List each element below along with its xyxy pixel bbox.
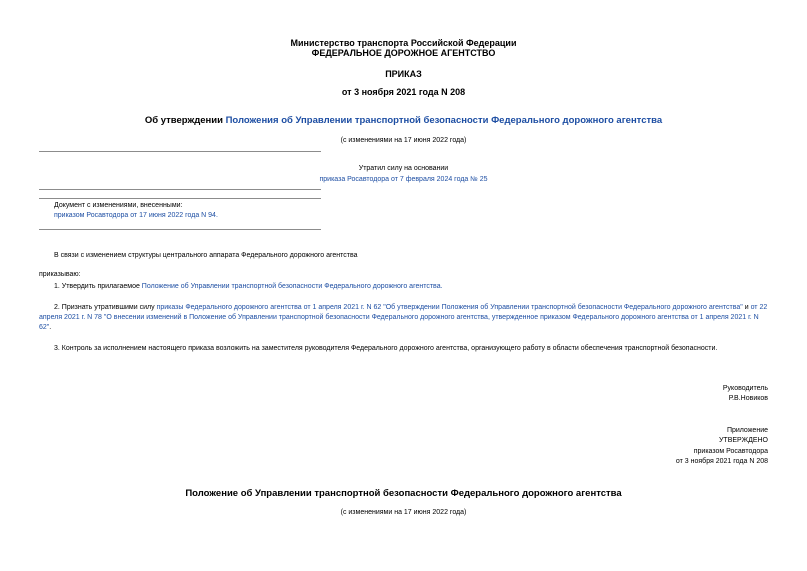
regulation-changes-note: (с изменениями на 17 июня 2022 года)	[340, 509, 467, 516]
order-78-link[interactable]: от 22 апреля 2021 г. N 78 "О внесении изменений в Положение об Управлении транспортной безопасности Федерального дорожного агентства, утвержденное приказом Федерального дорожного агентства от 1 апреля 2021 г. N 62"	[39, 304, 768, 331]
agency-name: ФЕДЕРАЛЬНОЕ ДОРОЖНОЕ АГЕНТСТВО	[311, 48, 496, 58]
ministry-name: Министерство транспорта Российской Федерации	[290, 38, 517, 48]
paragraph-1	[54, 282, 443, 292]
appendix-date: от 3 ноября 2021 года N 208	[675, 458, 768, 465]
order-62-link[interactable]: приказы Федерального дорожного агентства от 1 апреля 2021 г. N 62 "Об утверждении Положения об Управлении транспортной безопасности Федерального дорожного агентства"	[156, 304, 743, 311]
paragraph-2-text: 2. Признать утратившими силу	[54, 304, 157, 311]
paragraph-3: 3. Контроль за исполнением настоящего приказа возложить на заместителя руководителя Федерального дорожного агентства, организующего работу в области обеспечения транспортной безопасности.	[54, 345, 718, 352]
document-type: ПРИКАЗ	[385, 69, 422, 79]
appendix-by-order: приказом Росавтодора	[693, 448, 768, 455]
paragraph-2-end: .	[49, 324, 52, 331]
divider	[39, 189, 321, 190]
intro-paragraph: В связи с изменением структуры центрального аппарата Федерального дорожного агентства	[54, 252, 358, 259]
paragraph-2	[39, 303, 772, 333]
title-prefix: Об утверждении	[144, 115, 226, 126]
appendix-approved: УТВЕРЖДЕНО	[718, 437, 768, 444]
document-date-number: от 3 ноября 2021 года N 208	[341, 87, 466, 97]
paragraph-1-text: 1. Утвердить прилагаемое	[54, 283, 142, 290]
divider	[39, 151, 321, 152]
document-title	[0, 115, 807, 127]
order-word: приказываю:	[39, 271, 81, 278]
paragraph-2-conjunction: и	[742, 304, 751, 311]
amended-by-label: Документ с изменениями, внесенными:	[54, 202, 183, 209]
signature-position: Руководитель	[722, 385, 768, 392]
title-regulation-link[interactable]: Положения об Управлении транспортной безопасности Федерального дорожного агентства	[225, 115, 663, 126]
regulation-link[interactable]: Положение об Управлении транспортной безопасности Федерального дорожного агентства.	[141, 283, 443, 290]
lost-force-label: Утратил силу на основании	[358, 165, 449, 172]
amended-by-link[interactable]: приказом Росавтодора от 17 июня 2022 года N 94.	[54, 212, 218, 219]
regulation-title: Положение об Управлении транспортной безопасности Федерального дорожного агентства	[185, 488, 622, 499]
title-changes-note: (с изменениями на 17 июня 2022 года)	[340, 137, 467, 144]
divider	[39, 229, 321, 230]
appendix-label: Приложение	[726, 427, 768, 434]
divider	[39, 198, 321, 199]
lost-force-link[interactable]: приказа Росавтодора от 7 февраля 2024 года № 25	[319, 176, 488, 183]
signature-name: Р.В.Новиков	[728, 395, 768, 402]
